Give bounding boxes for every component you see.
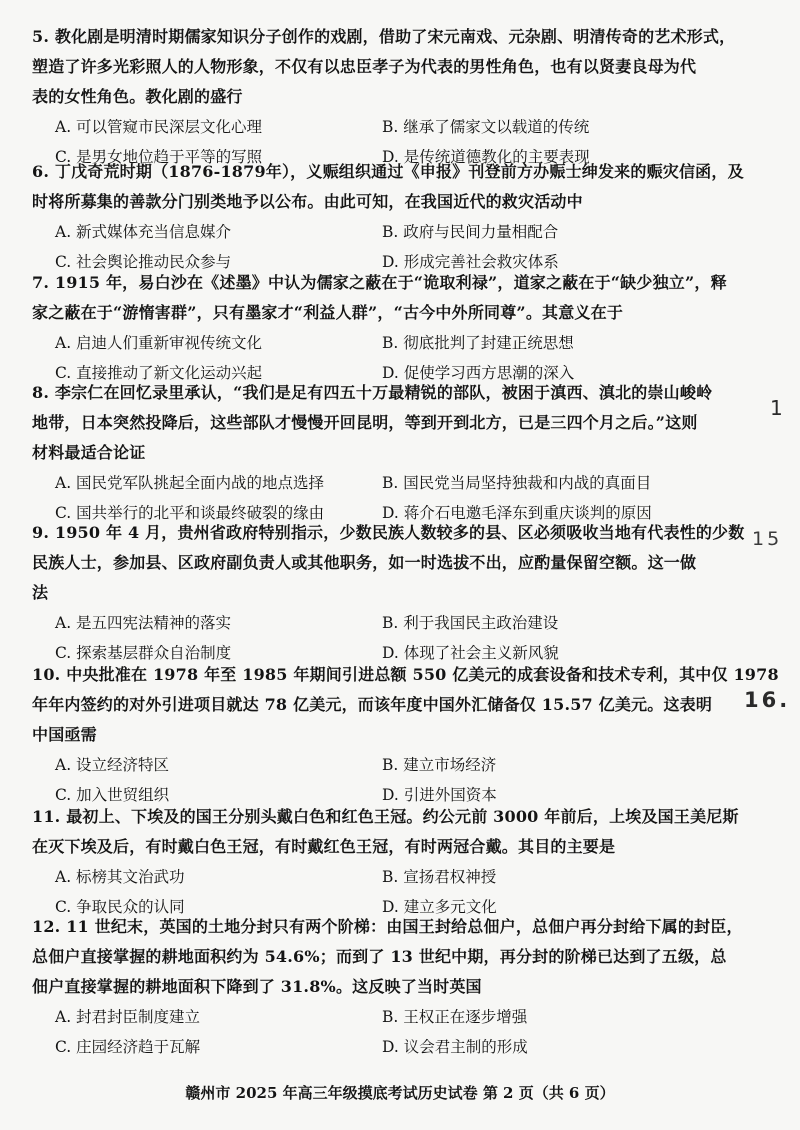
question-stem [32, 802, 739, 862]
option-b: B. 彻底批判了封建正统思想 [382, 334, 574, 352]
option-a: A. 可以管窥市民深层文化心理 [55, 118, 263, 136]
stem-line: 总佃户直接掌握的耕地面积约为 54.6%；而到了 13 世纪中期，再分封的阶梯已达到了五级，总 [32, 947, 727, 966]
stem-line: 12. 11 世纪末，英国的土地分封只有两个阶梯：由国王封给总佃户，总佃户再分封给下属的封臣， [32, 917, 743, 936]
stem-line: 佃户直接掌握的耕地面积下降到了 31.8%。这反映了当时英国 [32, 977, 482, 996]
option-b: B. 政府与民间力量相配合 [382, 223, 559, 241]
option-d: D. 促使学习西方思潮的深入 [382, 364, 575, 382]
option-c: C. 争取民众的认同 [55, 898, 185, 916]
question-11 [32, 802, 739, 922]
stem-line: 时将所募集的善款分门别类地予以公布。由此可知，在我国近代的救灾活动中 [32, 192, 583, 211]
question-12 [32, 912, 743, 1062]
option-a: A. 新式媒体充当信息媒介 [55, 223, 232, 241]
margin-mark: 1 [770, 396, 783, 420]
question-stem [32, 518, 745, 608]
stem-line: 5. 教化剧是明清时期儒家知识分子创作的戏剧，借助了宋元南戏、元杂剧、明清传奇的艺术形式， [32, 27, 736, 46]
stem-line: 表的女性角色。教化剧的盛行 [32, 87, 243, 106]
question-stem [32, 378, 713, 468]
stem-line: 10. 中央批准在 1978 年至 1985 年期间引进总额 550 亿美元的成套设备和技术专利，其中仅 1978 [32, 665, 779, 684]
stem-line: 6. 丁戊奇荒时期（1876-1879年），义赈组织通过《申报》刊登前方办赈士绅发来的赈灾信函，及 [32, 162, 744, 181]
margin-mark: 16. [744, 688, 791, 712]
option-d: D. 引进外国资本 [382, 786, 497, 804]
question-7 [32, 268, 727, 388]
options [32, 1002, 692, 1062]
option-c: C. 加入世贸组织 [55, 786, 170, 804]
option-d: D. 形成完善社会救灾体系 [382, 253, 559, 271]
stem-line: 材料最适合论证 [32, 443, 146, 462]
stem-line: 8. 李宗仁在回忆录里承认，“我们是足有四五十万最精锐的部队，被困于滇西、滇北的崇山峻岭 [32, 383, 713, 402]
stem-line: 民族人士，参加县、区政府副负责人或其他职务，如一时选拔不出，应酌量保留空额。这一做 [32, 553, 697, 572]
stem-line: 家之蔽在于“游惰害群”，只有墨家才“利益人群”，“古今中外所同尊”。其意义在于 [32, 303, 624, 322]
option-b: B. 利于我国民主政治建设 [382, 614, 559, 632]
stem-line: 9. 1950 年 4 月，贵州省政府特别指示，少数民族人数较多的县、区必须吸收当地有代表性的少数 [32, 523, 745, 542]
option-a: A. 封君封臣制度建立 [55, 1008, 201, 1026]
question-8 [32, 378, 713, 528]
option-b: B. 建立市场经济 [382, 756, 497, 774]
question-6 [32, 157, 744, 277]
option-b: B. 国民党当局坚持独裁和内战的真面目 [382, 474, 652, 492]
option-d: D. 蒋介石电邀毛泽东到重庆谈判的原因 [382, 504, 652, 522]
page-footer: 赣州市 2025 年高三年级摸底考试历史试卷 第 2 页（共 6 页） [185, 1084, 615, 1102]
option-b: B. 王权正在逐步增强 [382, 1008, 528, 1026]
option-d: D. 体现了社会主义新风貌 [382, 644, 559, 662]
option-a: A. 设立经济特区 [55, 756, 170, 774]
option-d: D. 议会君主制的形成 [382, 1038, 528, 1056]
option-b: B. 宣扬君权神授 [382, 868, 497, 886]
stem-line: 11. 最初上、下埃及的国王分别头戴白色和红色王冠。约公元前 3000 年前后，上埃及国王美尼斯 [32, 807, 739, 826]
option-c: C. 国共举行的北平和谈最终破裂的缘由 [55, 504, 325, 522]
question-9 [32, 518, 745, 668]
margin-mark: 15 [752, 528, 783, 550]
option-c: C. 庄园经济趋于瓦解 [55, 1038, 201, 1056]
option-c: C. 直接推动了新文化运动兴起 [55, 364, 263, 382]
stem-line: 7. 1915 年，易白沙在《述墨》中认为儒家之蔽在于“诡取利禄”，道家之蔽在于“缺少独立”，释 [32, 273, 727, 292]
option-d: D. 建立多元文化 [382, 898, 497, 916]
option-d: D. 是传统道德教化的主要表现 [382, 148, 590, 166]
question-stem [32, 157, 744, 217]
stem-line: 地带，日本突然投降后，这些部队才慢慢开回昆明，等到开到北方，已是三四个月之后。”这则 [32, 413, 698, 432]
question-stem [32, 268, 727, 328]
question-stem [32, 22, 736, 112]
stem-line: 中国亟需 [32, 725, 97, 744]
option-c: C. 社会舆论推动民众参与 [55, 253, 232, 271]
stem-line: 年年内签约的对外引进项目就达 78 亿美元，而该年度中国外汇储备仅 15.57 亿美元。这表明 [32, 695, 713, 714]
stem-line: 在灭下埃及后，有时戴白色王冠，有时戴红色王冠，有时两冠合戴。其目的主要是 [32, 837, 616, 856]
options [32, 608, 692, 668]
option-c: C. 探索基层群众自治制度 [55, 644, 232, 662]
option-a: A. 标榜其文治武功 [55, 868, 185, 886]
option-a: A. 国民党军队挑起全面内战的地点选择 [55, 474, 325, 492]
option-a: A. 启迪人们重新审视传统文化 [55, 334, 263, 352]
option-c: C. 是男女地位趋于平等的写照 [55, 148, 263, 166]
question-stem [32, 912, 743, 1002]
stem-line: 塑造了许多光彩照人的人物形象，不仅有以忠臣孝子为代表的男性角色，也有以贤妻良母为代 [32, 57, 697, 76]
stem-line: 法 [32, 583, 49, 602]
options [32, 750, 692, 810]
option-b: B. 继承了儒家文以载道的传统 [382, 118, 590, 136]
option-a: A. 是五四宪法精神的落实 [55, 614, 232, 632]
